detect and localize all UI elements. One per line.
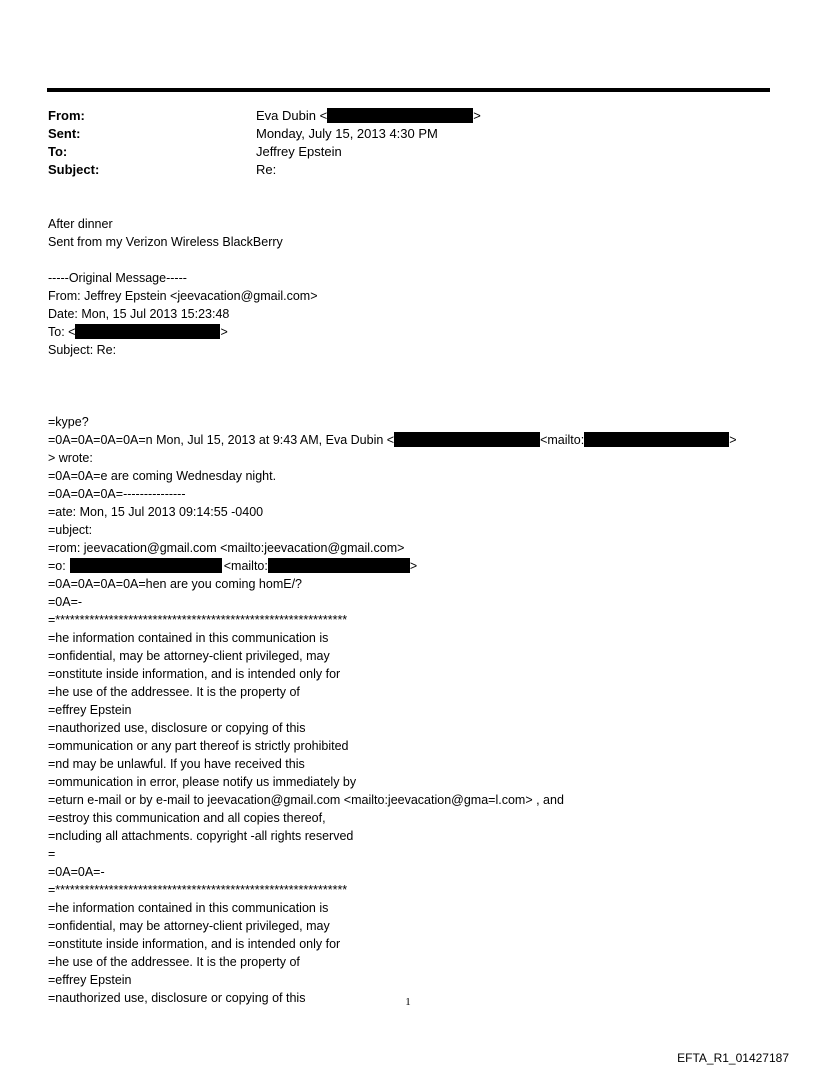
page-number: 1 [405, 996, 411, 1008]
quoted-wrote-mid: <mailto: [540, 433, 585, 447]
quoted-line: =0A=0A=0A=0A=hen are you coming homE/? [48, 577, 302, 591]
disclaimer-line: =effrey Epstein [48, 703, 132, 717]
email-header [48, 107, 748, 179]
subject-label: Subject: [48, 162, 100, 177]
spacer [48, 251, 768, 269]
disclaimer-line: =onfidential, may be attorney-client privileged, may [48, 919, 330, 933]
disclaimer-line: =he use of the addressee. It is the property of [48, 685, 300, 699]
original-from: From: Jeffrey Epstein <jeevacation@gmail.com> [48, 289, 318, 303]
original-to-post: > [220, 325, 228, 339]
quoted-wrote-post: > [729, 433, 737, 447]
redaction-box [394, 432, 540, 447]
header-rule [47, 88, 770, 92]
body-line: After dinner [48, 217, 113, 231]
from-name: Eva Dubin < [256, 108, 328, 123]
quoted-line: =ubject: [48, 523, 93, 537]
redaction-box [327, 108, 473, 123]
quoted-line: =0A=- [48, 595, 83, 609]
disclaimer-line: =************************************************************ [48, 613, 348, 627]
quoted-line: =0A=0A=0A=--------------- [48, 487, 186, 501]
disclaimer-line: =onstitute inside information, and is intended only for [48, 667, 341, 681]
email-body [48, 215, 768, 1007]
disclaimer-line: =effrey Epstein [48, 973, 132, 987]
to-row [48, 143, 748, 161]
disclaimer-line: =he information contained in this communication is [48, 901, 329, 915]
disclaimer-line: =he use of the addressee. It is the property of [48, 955, 300, 969]
original-date: Date: Mon, 15 Jul 2013 15:23:48 [48, 307, 230, 321]
original-to-pre: To: < [48, 325, 76, 339]
disclaimer-line: =ncluding all attachments. copyright -all rights reserved [48, 829, 354, 843]
redaction-box [584, 432, 729, 447]
sent-value: Monday, July 15, 2013 4:30 PM [256, 126, 438, 141]
disclaimer-line: =nd may be unlawful. If you have received this [48, 757, 305, 771]
disclaimer-line: =************************************************************ [48, 883, 348, 897]
subject-value: Re: [256, 162, 277, 177]
disclaimer-line: =ommunication or any part thereof is strictly prohibited [48, 739, 349, 753]
original-divider: -----Original Message----- [48, 271, 187, 285]
from-close: > [473, 108, 481, 123]
redaction-box [268, 558, 410, 573]
quoted-line: =kype? [48, 415, 89, 429]
quoted-wrote-pre: =0A=0A=0A=0A=n Mon, Jul 15, 2013 at 9:43 AM, Eva Dubin < [48, 433, 395, 447]
disclaimer-line: =nauthorized use, disclosure or copying of this [48, 721, 306, 735]
quoted-wrote-line [48, 431, 768, 449]
disclaimer-line: =nauthorized use, disclosure or copying of this [48, 991, 306, 1005]
spacer [48, 395, 768, 413]
quoted-line: > wrote: [48, 451, 93, 465]
disclaimer-line: =onstitute inside information, and is intended only for [48, 937, 341, 951]
document-id: EFTA_R1_01427187 [677, 1051, 789, 1065]
disclaimer-line: =estroy this communication and all copies thereof, [48, 811, 326, 825]
quoted-line: =rom: jeevacation@gmail.com <mailto:jeevacation@gmail.com> [48, 541, 405, 555]
spacer [48, 377, 768, 395]
redaction-box [75, 324, 220, 339]
disclaimer-line: =ommunication in error, please notify us immediately by [48, 775, 357, 789]
disclaimer-line: =onfidential, may be attorney-client privileged, may [48, 649, 330, 663]
quoted-to-mid: <mailto: [223, 559, 268, 573]
quoted-to-line [48, 557, 768, 575]
quoted-to-post: > [409, 559, 418, 573]
original-subject: Subject: Re: [48, 343, 117, 357]
original-to [48, 323, 768, 341]
quoted-line: =ate: Mon, 15 Jul 2013 09:14:55 -0400 [48, 505, 264, 519]
disclaimer-line: =0A=0A=- [48, 865, 105, 879]
subject-row [48, 161, 748, 179]
quoted-to-pre: =o: [48, 559, 66, 573]
sent-label: Sent: [48, 126, 81, 141]
redaction-box [70, 558, 222, 573]
disclaimer-line: = [48, 847, 56, 861]
quoted-line: =0A=0A=e are coming Wednesday night. [48, 469, 277, 483]
from-label: From: [48, 108, 85, 123]
spacer [48, 359, 768, 377]
from-row [48, 107, 748, 125]
body-line: Sent from my Verizon Wireless BlackBerry [48, 235, 283, 249]
to-value: Jeffrey Epstein [256, 144, 342, 159]
to-label: To: [48, 144, 68, 159]
sent-row [48, 125, 748, 143]
disclaimer-line: =he information contained in this communication is [48, 631, 329, 645]
from-value [256, 107, 481, 125]
disclaimer-line: =eturn e-mail or by e-mail to jeevacation@gmail.com <mailto:jeevacation@gma=l.com> , and [48, 793, 564, 807]
